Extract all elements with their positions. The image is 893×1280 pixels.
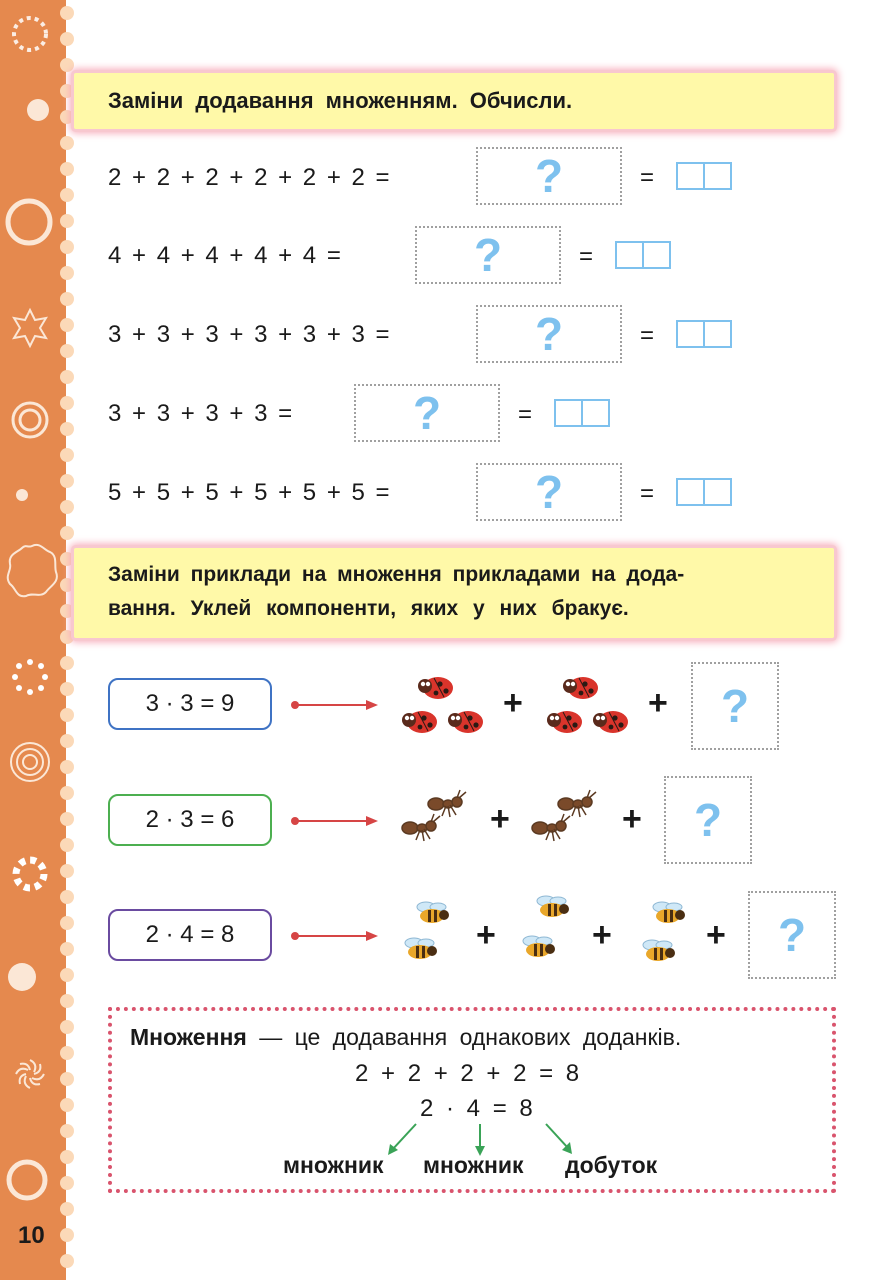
concentric-rings-icon — [8, 740, 52, 784]
answer-cells[interactable] — [676, 162, 732, 190]
notebook-hole — [60, 214, 74, 228]
notebook-hole — [60, 162, 74, 176]
large-dot-icon — [8, 955, 52, 999]
notebook-hole — [60, 708, 74, 722]
notebook-hole — [60, 864, 74, 878]
notebook-hole — [60, 630, 74, 644]
bee-group-icon — [396, 898, 462, 972]
rule-term: Множення — [130, 1024, 247, 1050]
sum-example: 2 + 2 + 2 + 2 = 8 — [355, 1060, 580, 1087]
notebook-hole — [60, 1150, 74, 1164]
right-arrow-icon — [290, 815, 380, 827]
equals-sign: = — [640, 164, 655, 191]
notebook-hole — [60, 58, 74, 72]
addition-expression: 4 + 4 + 4 + 4 + 4 = — [108, 242, 341, 269]
notebook-hole — [60, 1020, 74, 1034]
spiral-icon — [8, 1052, 52, 1096]
addition-expression: 2 + 2 + 2 + 2 + 2 + 2 = — [108, 164, 390, 191]
answer-cells[interactable] — [676, 320, 732, 348]
notebook-hole — [60, 370, 74, 384]
task2-instruction-line1: Заміни приклади на множення прикладами на дода- — [108, 563, 685, 586]
answer-sticker-box[interactable] — [476, 305, 622, 363]
task1-row — [108, 463, 390, 523]
notebook-hole — [60, 1046, 74, 1060]
plus-sign: + — [622, 800, 642, 838]
answer-cells[interactable] — [676, 478, 732, 506]
right-arrow-icon — [290, 930, 380, 942]
equals-sign: = — [640, 480, 655, 507]
label-factor1: множник — [283, 1152, 384, 1178]
notebook-hole — [60, 526, 74, 540]
product-example: 2 · 4 = 8 — [420, 1095, 533, 1122]
addition-expression: 3 + 3 + 3 + 3 + 3 + 3 = — [108, 321, 390, 348]
task1-instruction: Заміни додавання множенням. Обчисли. — [108, 88, 573, 113]
task1-row — [108, 384, 292, 444]
sticker-slot[interactable] — [691, 662, 779, 750]
notebook-hole — [60, 1124, 74, 1138]
addition-expression: 3 + 3 + 3 + 3 = — [108, 400, 293, 427]
notebook-hole — [60, 136, 74, 150]
question-mark-icon: ? — [693, 794, 723, 846]
plus-sign: + — [648, 684, 668, 722]
ant-group-icon — [528, 786, 608, 852]
ladybug-group-icon — [545, 670, 635, 740]
ant-group-icon — [398, 786, 478, 852]
question-mark-icon: ? — [534, 308, 564, 360]
rule-definition-text: — це додавання однакових доданків. — [259, 1024, 682, 1050]
notebook-holes — [60, 0, 76, 1280]
notebook-hole — [60, 812, 74, 826]
notebook-hole — [60, 1228, 74, 1242]
notebook-hole — [60, 838, 74, 852]
dashed-ring-icon — [8, 852, 52, 896]
multiplication-box: 2 · 3 = 6 — [108, 794, 272, 846]
notebook-hole — [60, 1098, 74, 1112]
notebook-hole — [60, 500, 74, 514]
notebook-hole — [60, 474, 74, 488]
notebook-hole — [60, 1202, 74, 1216]
plus-sign: + — [503, 684, 523, 722]
notebook-hole — [60, 110, 74, 124]
addition-expression: 5 + 5 + 5 + 5 + 5 + 5 = — [108, 479, 390, 506]
notebook-hole — [60, 968, 74, 982]
notebook-hole — [60, 1176, 74, 1190]
label-factor2: множник — [423, 1152, 524, 1178]
label-product: добуток — [565, 1152, 658, 1178]
notebook-hole — [60, 578, 74, 592]
small-dot-icon — [8, 475, 52, 519]
dot-circle-icon — [8, 655, 52, 699]
equals-sign: = — [579, 243, 594, 270]
bee-group-icon — [512, 894, 578, 974]
notebook-hole — [60, 422, 74, 436]
notebook-hole — [60, 266, 74, 280]
sticker-slot[interactable] — [748, 891, 836, 979]
notebook-hole — [60, 760, 74, 774]
task1-instruction-banner — [74, 73, 834, 129]
answer-sticker-box[interactable] — [476, 147, 622, 205]
notebook-hole — [60, 1254, 74, 1268]
notebook-hole — [60, 32, 74, 46]
ladybug-group-icon — [400, 670, 490, 740]
dotted-ring-icon — [8, 12, 52, 56]
task2-instruction-banner — [74, 548, 834, 638]
notebook-hole — [60, 448, 74, 462]
question-mark-icon: ? — [534, 150, 564, 202]
question-mark-icon: ? — [720, 680, 750, 732]
multiplication-box: 2 · 4 = 8 — [108, 909, 272, 961]
notebook-hole — [60, 240, 74, 254]
wavy-blob-icon — [4, 540, 60, 600]
task2-instruction-line2: вання. Уклей компоненти, яких у них бракує. — [108, 597, 629, 620]
dot-icon — [8, 88, 52, 132]
sticker-slot[interactable] — [664, 776, 752, 864]
rule-definition — [130, 1024, 681, 1051]
notebook-hole — [60, 734, 74, 748]
answer-cells[interactable] — [615, 241, 671, 269]
notebook-hole — [60, 188, 74, 202]
task1-row — [108, 305, 390, 365]
question-mark-icon: ? — [534, 466, 564, 518]
notebook-hole — [60, 682, 74, 696]
target-icon — [8, 398, 52, 442]
ring-icon — [2, 195, 56, 249]
answer-sticker-box[interactable] — [415, 226, 561, 284]
equals-sign: = — [518, 401, 533, 428]
question-mark-icon: ? — [777, 909, 807, 961]
right-arrow-icon — [290, 699, 380, 711]
notebook-hole — [60, 344, 74, 358]
notebook-hole — [60, 942, 74, 956]
notebook-hole — [60, 604, 74, 618]
question-mark-icon: ? — [412, 387, 442, 439]
notebook-hole — [60, 890, 74, 904]
notebook-hole — [60, 6, 74, 20]
answer-sticker-box[interactable] — [476, 463, 622, 521]
question-mark-icon: ? — [473, 229, 503, 281]
multiplication-box: 3 · 3 = 9 — [108, 678, 272, 730]
star-outline-icon — [8, 306, 52, 350]
page-number: 10 — [18, 1222, 45, 1249]
notebook-hole — [60, 292, 74, 306]
plus-sign: + — [706, 916, 726, 954]
bee-group-icon — [630, 898, 696, 972]
answer-sticker-box[interactable] — [354, 384, 500, 442]
notebook-hole — [60, 994, 74, 1008]
answer-cells[interactable] — [554, 399, 610, 427]
plus-sign: + — [592, 916, 612, 954]
notebook-hole — [60, 552, 74, 566]
notebook-hole — [60, 84, 74, 98]
plus-sign: + — [476, 916, 496, 954]
notebook-hole — [60, 318, 74, 332]
notebook-hole — [60, 786, 74, 800]
plus-sign: + — [490, 800, 510, 838]
notebook-hole — [60, 916, 74, 930]
notebook-hole — [60, 396, 74, 410]
notebook-hole — [60, 1072, 74, 1086]
task1-row — [108, 226, 341, 286]
equals-sign: = — [640, 322, 655, 349]
ring-icon-bottom — [4, 1155, 54, 1205]
notebook-hole — [60, 656, 74, 670]
task1-row — [108, 148, 390, 208]
